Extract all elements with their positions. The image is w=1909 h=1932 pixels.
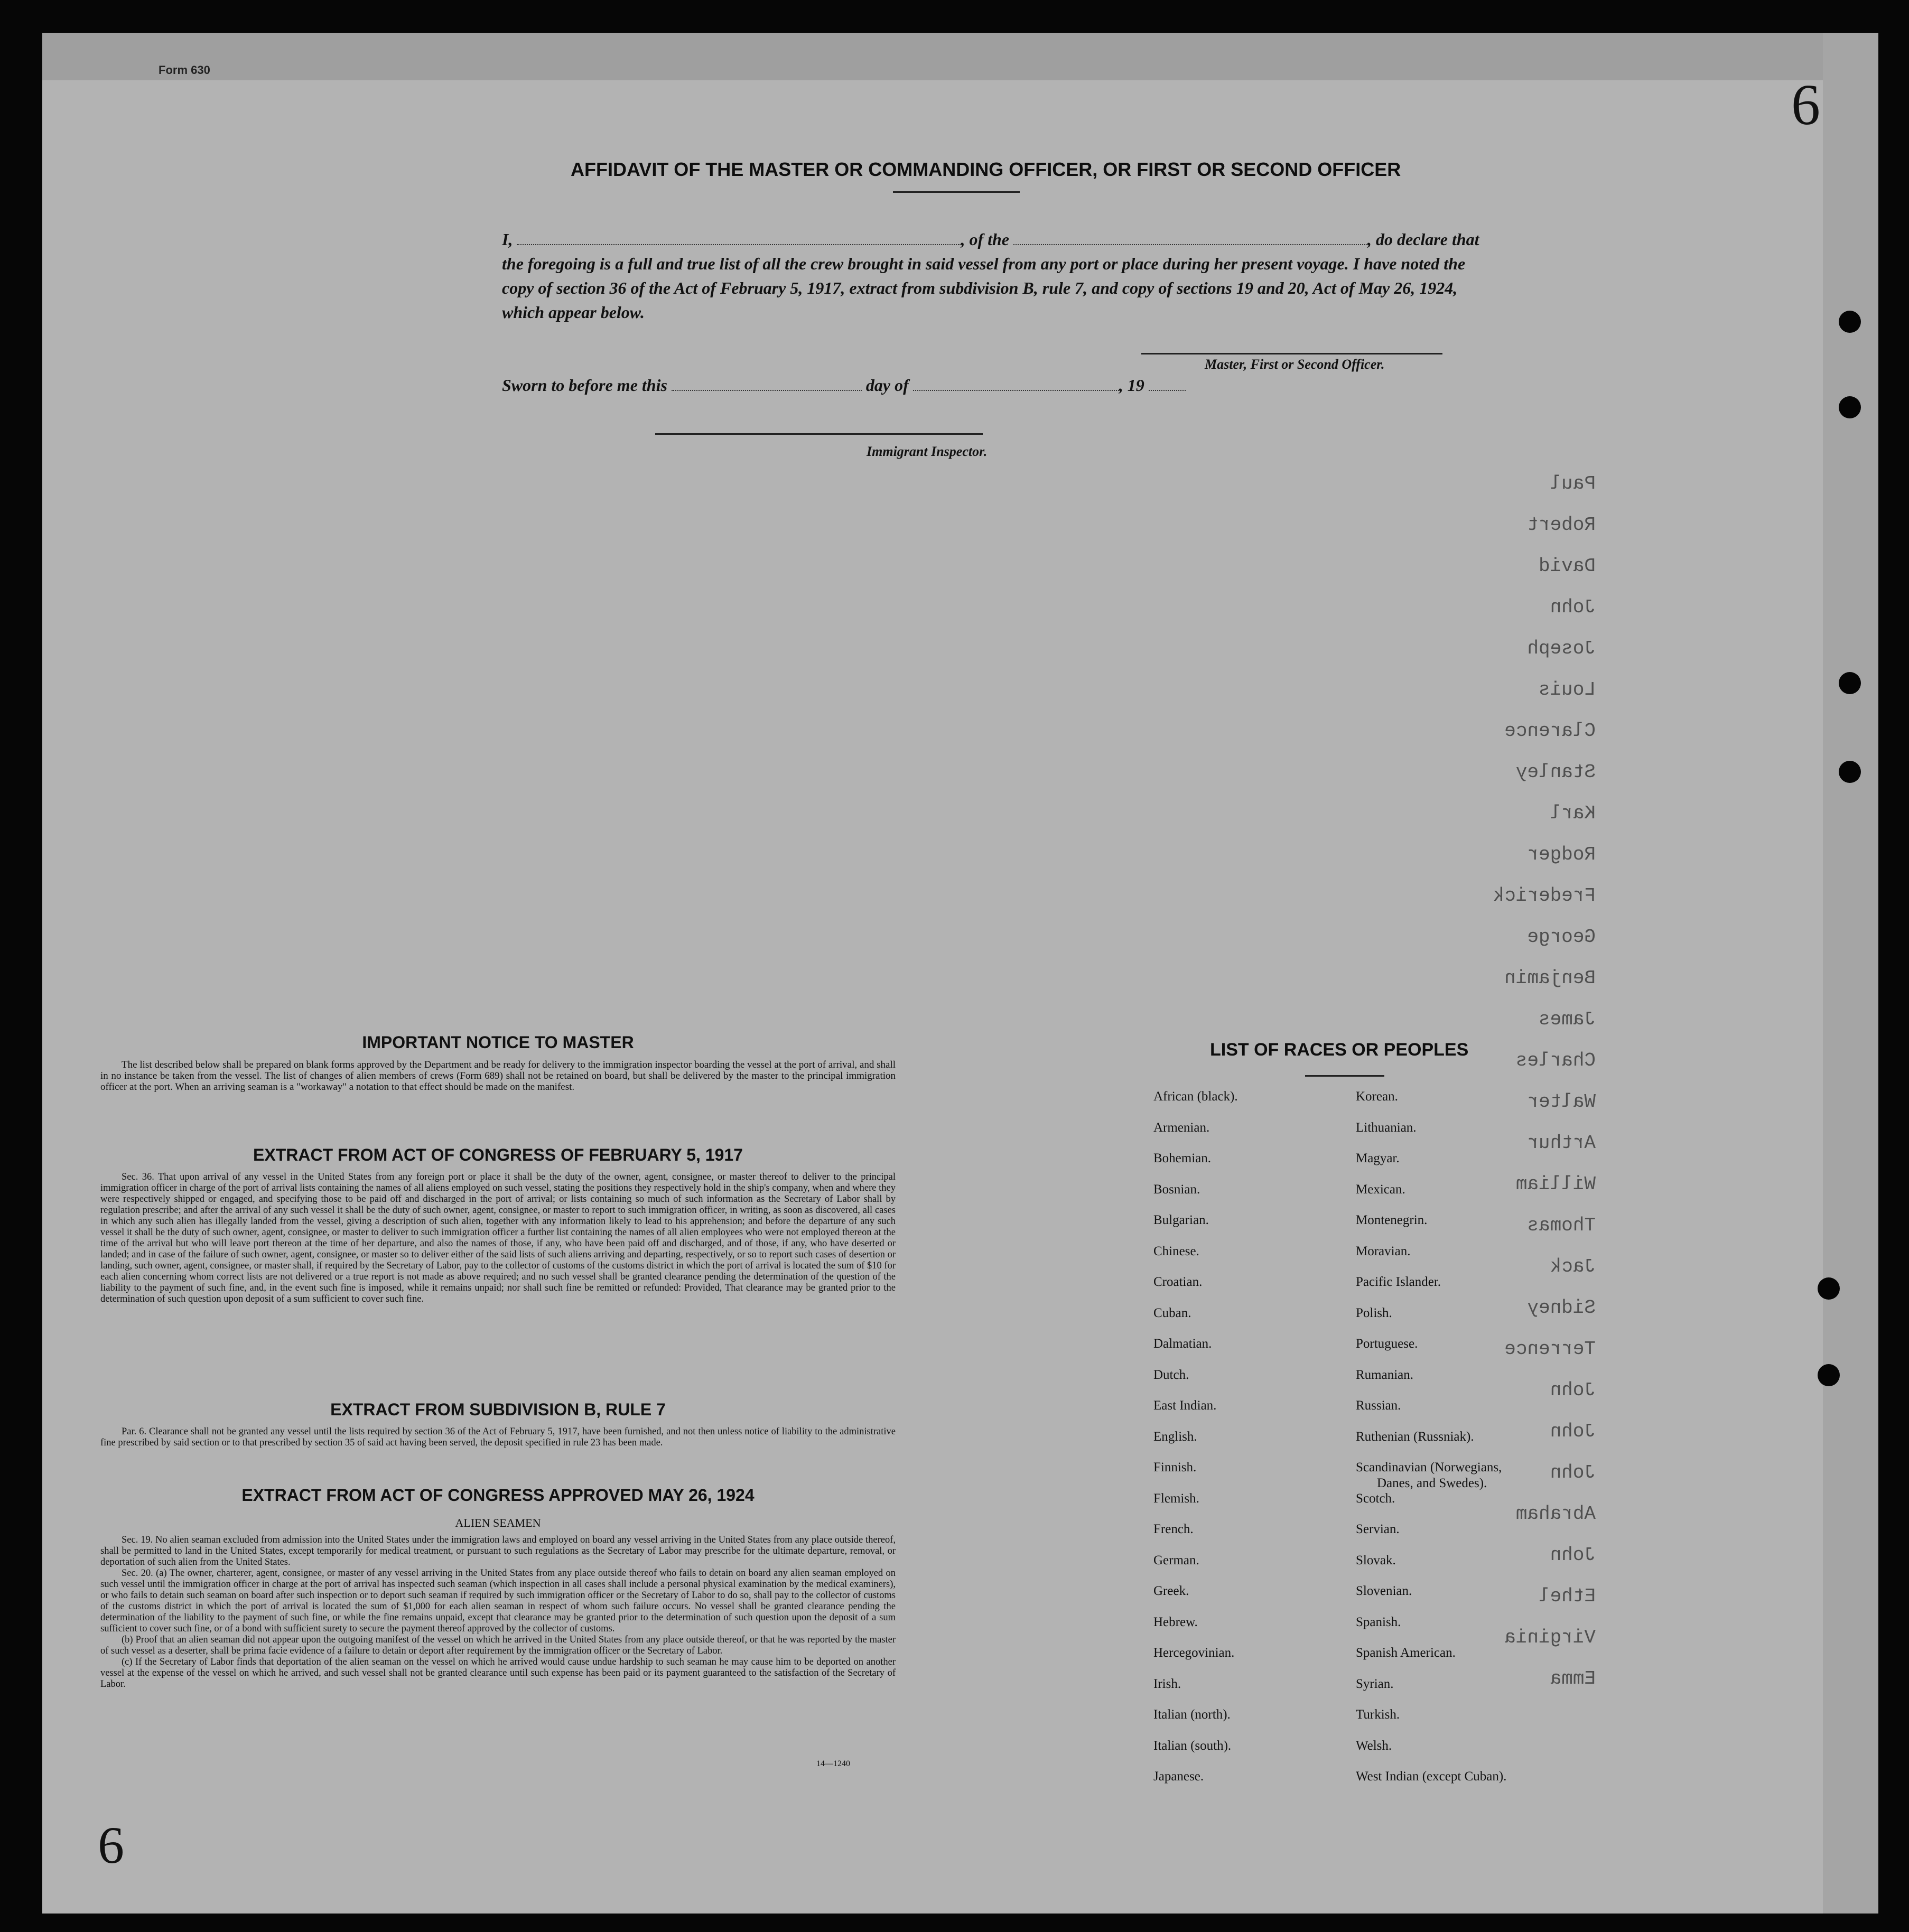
race-item: Croatian. [1153,1275,1203,1289]
affidavit-text: that the foregoing is a full and true list of all the crew brought in said vessel from any port or place during her present voyage. I have noted the copy of section 36 of the Act of February 5, 1917, extract from subdivision B, rule 7, and copy of sections 19 and 20, Act of May 26, 1924, which appear below. [502,230,1479,322]
extract-1917-body [100,1172,896,1305]
sec-20a-text: Sec. 20. (a) The owner, charterer, agent, consignee, or master of any vessel arriving in the United States from any place outside thereof who fails to detain on board any alien seaman employed on such vessel until the immigration officer in charge at the port of arrival has inspected such seaman (which inspection in all cases shall include a personal physical examination by the medical examiners), or who fails to detain such seaman on board after such inspection or to deport such seaman if required by such immigration officer or the Secretary of Labor to do so, shall pay to the collector of customs of the customs district in which the port of arrival is located the sum of $1,000 for each alien seaman in respect of whom such failure occurs. No vessel shall be granted clearance pending the determination of the liability to the payment of such fine, or while the fine remains unpaid, except that clearance may be granted prior to the determination of such question upon the deposit of a sum sufficient to cover such fine, or of a bond with sufficient surety to secure the payment thereof approved by the collector of customs. [100,1568,896,1634]
race-item: Chinese. [1153,1244,1199,1258]
form-number: Form 630 [159,63,210,77]
races-title: LIST OF RACES OR PEOPLES [1210,1040,1469,1060]
race-item: Moravian. [1356,1244,1411,1258]
race-item: Hebrew. [1153,1614,1198,1629]
race-item: Irish. [1153,1676,1181,1691]
bleed-name: James [1538,1009,1596,1030]
race-item: Syrian. [1356,1676,1394,1691]
race-item: African (black). [1153,1089,1238,1104]
bleed-name: Stanley [1515,761,1596,783]
punch-hole [1839,396,1861,418]
year-prefix: , 19 [1119,376,1144,395]
section-36-text: Sec. 36. That upon arrival of any vessel in the United States from any foreign port or place it shall be the duty of the owner, agent, consignee, or master thereof to deliver to the principal immigration officer in charge of the port of arrival lists containing the names of all aliens employed on such vessel, stating the positions they respectively hold in the ship's company, when and where they were respectively shipped or engaged, and specifying those to be paid off and discharged in the port of arrival; or lists containing so much of such information as the Secretary of Labor shall by regulation prescribe; and after the arrival of any such vessel it shall be the duty of such owner, agent, consignee, or master to report to such immigration officer, in writing, as soon as discovered, all cases in which any such alien has illegally landed from the vessel, giving a description of such alien, together with any information likely to lead to his apprehension; and before the departure of any such vessel it shall be the duty of such owner, agent, consignee, or master to deliver to such immigration officer a further list containing the names of all alien employees who were not employed thereon at the time of the arrival but who will leave port thereon at the time of her departure, and also the names of those, if any, who have been paid off and discharged, and of those, if any, who have deserted or landed; and in case of the failure of such owner, agent, consignee, or master so to deliver either of the said lists of such aliens arriving and departing, respectively, or so to report such cases of desertion or landing, such owner, agent, consignee, or master shall, if required by the Secretary of Labor, pay to the collector of customs of the customs district in which the port of arrival is located the sum of $10 for each alien concerning whom correct lists are not delivered or a true report is not made as above required; and no such vessel shall be granted clearance pending the determination of the question of the liability to the payment of such fine, and, in the event such fine is imposed, while it remains unpaid; nor shall such fine be remitted or refunded: Provided, That clearance may be granted prior to the determination of such question upon deposit of a sum sufficient to cover such fine. [100,1172,896,1304]
races-left-column [1153,1089,1238,1800]
race-item: Dutch. [1153,1367,1189,1382]
race-item: Bosnian. [1153,1182,1200,1197]
bleed-name: Joseph [1527,638,1596,659]
bleed-name: John [1550,1462,1596,1483]
race-item: Hercegovinian. [1153,1646,1235,1660]
page-number: 6 [1791,72,1820,137]
punch-hole [1839,311,1861,333]
bleed-name: Jack [1550,1256,1596,1277]
race-item: Turkish. [1356,1707,1400,1722]
race-item: German. [1153,1553,1199,1567]
inspector-signature-line[interactable] [655,433,983,435]
race-item: Spanish. [1356,1614,1401,1629]
sec-19-text: Sec. 19. No alien seaman excluded from admission into the United States under the immigration laws and employed on board any vessel arriving in the United States from any place outside thereof, shall be permitted to land in the United States, except temporarily for medical treatment, or pursuant to such regulations as the Secretary of Labor may prescribe for the ultimate departure, removal, or deportation of such alien from the United States. [100,1535,896,1567]
bleed-name: John [1550,1379,1596,1401]
race-item: East Indian. [1153,1398,1217,1413]
race-item: Slovak. [1356,1553,1396,1567]
notice-body: The list described below shall be prepared on blank forms approved by the Department and be ready for delivery to the immigration inspector boarding the vessel at the port of arrival, and shall in no instance be taken from the vessel. The list of changes of alien members of crews (Form 689) shall not be retained on board, but shall be delivered by the master to the principal immigration officer at the port. When an arriving seaman is a "workaway" a notation to that effect should be made on the manifest. [100,1059,896,1093]
signature-label: Master, First or Second Officer. [1205,357,1385,372]
bleed-name: Arthur [1527,1132,1596,1154]
sworn-label: Sworn to before me this [502,376,667,395]
bleed-name: Frederick [1493,885,1596,907]
signature-line[interactable] [1141,353,1442,354]
race-item: Italian (south). [1153,1738,1232,1753]
bleed-name: David [1538,555,1596,577]
day-of-label: day of [865,376,909,395]
race-item: French. [1153,1522,1194,1536]
year-blank[interactable] [1149,375,1186,391]
bleed-name: Abraham [1515,1503,1596,1525]
extract-1917-title: EXTRACT FROM ACT OF CONGRESS OF FEBRUARY 5, 1917 [253,1145,743,1164]
race-item: Welsh. [1356,1738,1392,1753]
race-item: Mexican. [1356,1182,1405,1197]
race-item: Italian (north). [1153,1707,1231,1722]
race-item: Rumanian. [1356,1367,1414,1382]
bleed-name: Louis [1538,679,1596,701]
race-item: Servian. [1356,1522,1400,1536]
race-item: Spanish American. [1356,1646,1456,1660]
race-item: Korean. [1356,1089,1398,1104]
bleed-name: George [1527,926,1596,948]
race-item: Cuban. [1153,1305,1191,1320]
top-edge-strip [42,33,1878,80]
affidavit-title: AFFIDAVIT OF THE MASTER OR COMMANDING OFFICER, OR FIRST OR SECOND OFFICER [571,158,1401,180]
bleed-name: William [1515,1173,1596,1195]
affidavit-body [502,227,1485,324]
bleed-name: Clarence [1504,720,1596,742]
bleed-name: Paul [1550,473,1596,494]
bleed-name: Charles [1515,1050,1596,1071]
sworn-line [502,375,1186,395]
race-item: Montenegrin. [1356,1213,1428,1227]
vessel-blank[interactable] [1013,229,1367,245]
race-item: Scotch. [1356,1491,1395,1506]
name-blank[interactable] [517,229,961,245]
i-label: I, [502,230,513,249]
race-item: English. [1153,1429,1197,1444]
bleed-name: Ethel [1538,1585,1596,1607]
month-blank[interactable] [913,375,1119,391]
race-item: Finnish. [1153,1460,1197,1474]
race-item: Russian. [1356,1398,1401,1413]
race-item: Lithuanian. [1356,1120,1417,1135]
race-item: Armenian. [1153,1120,1210,1135]
race-item: Pacific Islander. [1356,1275,1441,1289]
race-item: Scandinavian (Norwegians, [1356,1460,1502,1474]
race-item: Bulgarian. [1153,1213,1209,1227]
bleed-name: John [1550,596,1596,618]
extract-rule7-title: EXTRACT FROM SUBDIVISION B, RULE 7 [330,1400,666,1419]
race-item: Ruthenian (Russniak). [1356,1429,1474,1444]
race-item: Japanese. [1153,1769,1204,1784]
extract-1924-body [100,1535,896,1690]
bleed-name: Emma [1550,1668,1596,1690]
punch-hole [1818,1277,1840,1300]
races-rule [1305,1075,1384,1077]
day-blank[interactable] [672,375,862,391]
bleed-name: Karl [1550,802,1596,824]
par-6-text: Par. 6. Clearance shall not be granted any vessel until the lists required by section 36 of the Act of February 5, 1917, have been furnished, and not then unless notice of liability to the administrative fine prescribed by said section or to that prescribed by section 35 of said act having been served, the deposit specified in rule 23 has been made. [100,1426,896,1448]
race-item: Polish. [1356,1305,1392,1320]
punch-hole [1839,761,1861,783]
alien-seamen-subtitle: ALIEN SEAMEN [455,1516,541,1529]
race-item: Magyar. [1356,1151,1400,1165]
bleed-name: Thomas [1527,1215,1596,1236]
bleed-name: Rodger [1527,844,1596,865]
bleed-name: Terrence [1504,1338,1596,1360]
bleed-name: John [1550,1544,1596,1566]
declare-label: , do declare [1367,230,1448,249]
title-rule [893,191,1020,193]
bleed-name: John [1550,1421,1596,1442]
bleed-name: Walter [1527,1091,1596,1113]
extract-1924-title: EXTRACT FROM ACT OF CONGRESS APPROVED MAY 26, 1924 [241,1486,755,1505]
extract-rule7-body [100,1426,896,1449]
race-item: West Indian (except Cuban). [1356,1769,1507,1784]
race-item: Bohemian. [1153,1151,1212,1165]
race-item: Portuguese. [1356,1337,1418,1351]
bleed-name: Sidney [1527,1297,1596,1319]
punch-hole [1818,1364,1840,1386]
punch-hole [1839,672,1861,694]
race-item-continuation: Danes, and Swedes). [1377,1476,1487,1490]
races-right-column [1356,1089,1506,1800]
race-item: Slovenian. [1356,1584,1412,1598]
race-item: Greek. [1153,1584,1189,1598]
race-item: Dalmatian. [1153,1337,1212,1351]
page-number-bottom: 6 [98,1816,124,1874]
of-the-label: , of the [961,230,1009,249]
inspector-label: Immigrant Inspector. [867,444,988,459]
bleed-name: Robert [1527,514,1596,536]
race-item: Flemish. [1153,1491,1199,1506]
form-code: 14—1240 [816,1759,850,1768]
sec-20c-text: (c) If the Secretary of Labor finds that deportation of the alien seaman on the vessel on which he arrived would cause undue hardship to such seaman he may cause him to be deported on another vessel at the expense of the vessel on which he arrived, and such vessel shall not be granted clearance until such expense has been paid or its payment guaranteed to the satisfaction of the Secretary of Labor. [100,1657,896,1690]
bleed-name: Benjamin [1504,967,1596,989]
bleed-name: Virginia [1504,1627,1596,1648]
notice-title: IMPORTANT NOTICE TO MASTER [362,1033,634,1052]
sec-20b-text: (b) Proof that an alien seaman did not appear upon the outgoing manifest of the vessel on which he arrived in the United States from any place outside thereof, or that he was reported by the master of such vessel as a deserter, shall be prima facie evidence of a failure to detain or deport after requirement by the immigration officer or the Secretary of Labor. [100,1635,896,1656]
